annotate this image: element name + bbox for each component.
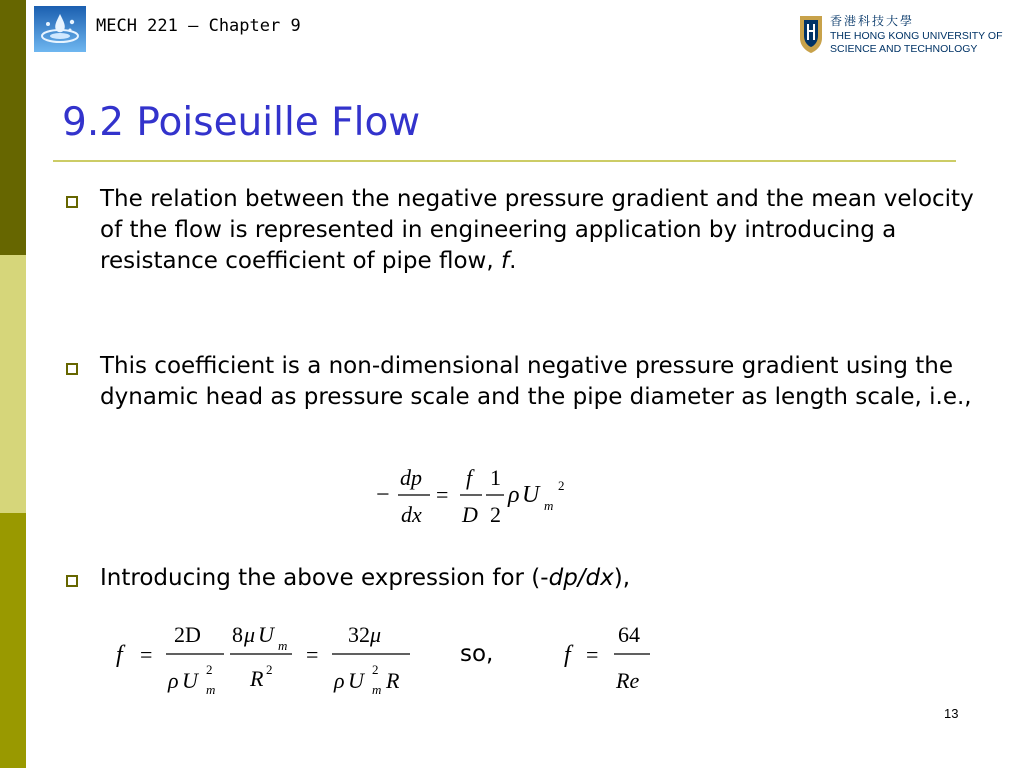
bullet3-italic-dpdx: dp/dx xyxy=(548,565,614,591)
bullet-marker xyxy=(66,575,78,587)
equation-friction-definition xyxy=(372,460,582,530)
eq1-num-1: 1 xyxy=(490,465,501,490)
water-splash-logo xyxy=(34,6,86,52)
sidebar-decoration xyxy=(0,0,26,768)
eq1-equals: = xyxy=(436,482,449,507)
eq3-num-64: 64 xyxy=(618,622,640,647)
eq1-den-2: 2 xyxy=(490,502,501,527)
eq1-den-D: D xyxy=(462,502,478,527)
university-name-line2: SCIENCE AND TECHNOLOGY xyxy=(830,43,978,55)
eq1-den-dx: dx xyxy=(401,502,422,527)
eq1-num-f: f xyxy=(466,465,473,490)
eq2-den1-U: U xyxy=(182,668,198,693)
university-logo xyxy=(798,14,1008,58)
eq1-sub-m: m xyxy=(544,498,554,513)
eq1-minus: − xyxy=(376,482,390,508)
eq3-f: f xyxy=(564,642,571,668)
slide-title: 9.2 Poiseuille Flow xyxy=(62,100,421,145)
equation-friction-result xyxy=(560,618,670,698)
eq2-den3-sup: 2 xyxy=(372,662,379,677)
sidebar-band-mid xyxy=(0,513,26,768)
eq2-num2-U: U xyxy=(258,622,274,647)
bullet-text-1 xyxy=(100,184,980,277)
bullet-marker xyxy=(66,363,78,375)
eq2-den3-sub: m xyxy=(372,682,382,697)
bullet-marker xyxy=(66,196,78,208)
eq2-num3-32: 32 xyxy=(348,622,370,647)
eq2-num2-8: 8 xyxy=(232,622,243,647)
course-header: MECH 221 – Chapter 9 xyxy=(96,16,301,36)
bullet-text-2: This coefficient is a non-dimensional negative pressure gradient using the dynamic head as pressure scale and the pipe diameter as length scale, i.e., xyxy=(100,353,972,410)
eq2-den2-R: R xyxy=(250,666,264,691)
eq1-rho: ρ xyxy=(508,482,520,508)
eq2-den3-U: U xyxy=(348,668,364,693)
eq3-equals: = xyxy=(586,642,599,667)
university-crest-icon xyxy=(798,14,824,54)
sidebar-band-light xyxy=(0,255,26,513)
bullet-text-3 xyxy=(100,563,980,594)
eq2-den1-sub: m xyxy=(206,682,216,697)
bullet3-text: Introducing the above expression for (- xyxy=(100,565,549,591)
eq2-num2-sub: m xyxy=(278,638,288,653)
eq1-U: U xyxy=(522,482,540,508)
eq3-den-Re: Re xyxy=(616,668,640,693)
equation-friction-derivation xyxy=(112,618,422,698)
university-name-chinese: 香港科技大學 xyxy=(830,14,915,28)
eq2-den1-rho: ρ xyxy=(168,668,179,693)
eq2-equals-1: = xyxy=(140,642,153,667)
bullet1-italic-f: f xyxy=(500,248,510,274)
eq2-den2-sup: 2 xyxy=(266,662,273,677)
bullet3-tail: ), xyxy=(613,565,631,591)
eq2-num-2D: 2D xyxy=(174,622,201,647)
bullet1-period: . xyxy=(509,248,517,274)
eq2-f: f xyxy=(116,642,123,668)
eq2-den1-sup: 2 xyxy=(206,662,213,677)
eq2-equals-2: = xyxy=(306,642,319,667)
eq2-den3-R: R xyxy=(386,668,400,693)
university-name-line1: THE HONG KONG UNIVERSITY OF xyxy=(830,30,1003,42)
eq2-num3-mu: μ xyxy=(370,622,382,647)
so-text: so, xyxy=(460,641,494,667)
eq1-sup-2: 2 xyxy=(558,478,565,493)
page-number: 13 xyxy=(944,706,959,721)
bullet1-text: The relation between the negative pressure gradient and the mean velocity of the flow is represented in engineering application by introducing a resistance coefficient of pipe flow, xyxy=(100,186,974,274)
title-divider xyxy=(53,160,956,162)
eq2-num2-mu: μ xyxy=(244,622,256,647)
eq2-den3-rho: ρ xyxy=(334,668,345,693)
sidebar-band-dark xyxy=(0,0,26,255)
eq1-num-dp: dp xyxy=(400,465,422,490)
